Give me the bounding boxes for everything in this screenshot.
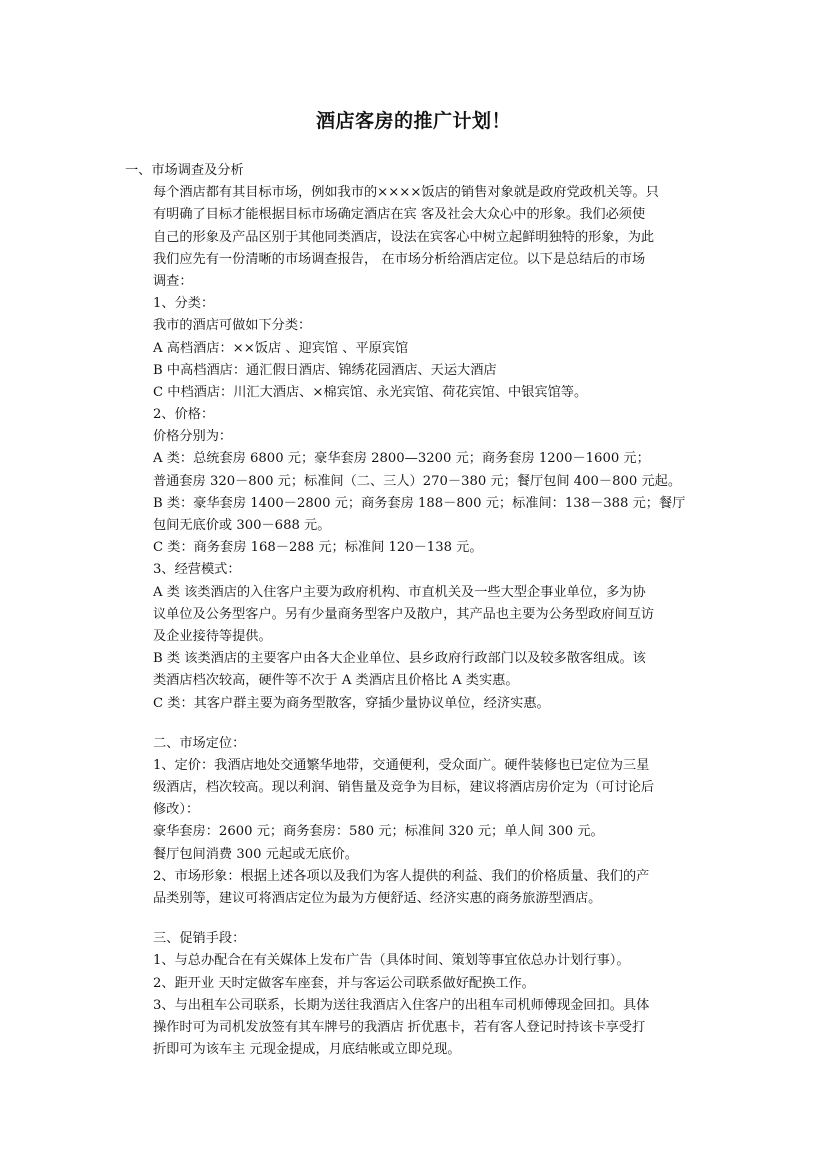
paragraph-line: 品类别等，建议可将酒店定位为最为方便舒适、经济实惠的商务旅游型酒店。 [153, 891, 602, 906]
section-heading-market-positioning: 二、市场定位： [153, 735, 246, 751]
paragraph-line: 自己的形象及产品区别于其他同类酒店，设法在宾客心中树立起鲜明独特的形象，为此 [153, 229, 655, 245]
paragraph-line: 1、与总办配合在有关媒体上发布广告（具体时间、策划等事宜依总办计划行事）。 [153, 953, 630, 969]
paragraph-line: 餐厅包间消费 300 元起或无底价。 [153, 846, 358, 862]
list-item: C 中档酒店：川汇大酒店、×棉宾馆、永光宾馆、荷花宾馆、中银宾馆等。 [153, 384, 588, 400]
paragraph-line: 我们应先有一份清晰的市场调查报告， 在市场分析给酒店定位。以下是总结后的市场 [153, 251, 646, 267]
document-title: 酒店客房的推广计划！ [315, 110, 511, 132]
paragraph-line: 及企业接待等提供。 [153, 628, 272, 644]
paragraph-line: 普通套房 320－800 元；标准间（二、三人）270－380 元；餐厅包间 400－800 元起。 [153, 473, 682, 489]
paragraph-line: 级酒店，档次较高。现以利润、销售量及竞争为目标，建议将酒店房价定为（可讨论后 [153, 780, 655, 796]
paragraph-line: 折即可为该车主 元现金提成，月底结帐或立即兑现。 [153, 1042, 461, 1058]
subheading-classification: 1、分类： [153, 296, 215, 312]
paragraph-line: 类酒店档次较高，硬件等不次于 A 类酒店且价格比 A 类实惠。 [153, 673, 519, 689]
paragraph-line: 2、距开业 天时定做客车座套，并与客运公司联系做好配换工作。 [153, 975, 535, 991]
paragraph-line: 有明确了目标才能根据目标市场确定酒店在宾 客及社会大众心中的形象。我们必须使 [153, 207, 646, 223]
document-body [125, 160, 705, 1061]
paragraph-line: A 类 该类酒店的入住客户主要为政府机构、市直机关及一些大型企事业单位，多为协 [153, 584, 646, 600]
list-item: C 类：商务套房 168－288 元；标准间 120－138 元。 [153, 540, 483, 556]
paragraph-line: 操作时可为司机发放签有其车牌号的我酒店 折优惠卡，若有客人登记时持该卡享受打 [153, 1019, 646, 1035]
list-item: B 中高档酒店：通汇假日酒店、锦绣花园酒店、天运大酒店 [153, 362, 497, 378]
list-item: A 高档酒店：××饭店 、迎宾馆 、平原宾馆 [153, 340, 409, 356]
paragraph-line: C 类：其客户群主要为商务型散客，穿插少量协议单位，经济实惠。 [153, 695, 550, 711]
paragraph-line: 价格分别为： [153, 429, 233, 445]
spacer [125, 715, 705, 733]
paragraph-line: 议单位及公务型客户。另有少量商务型客户及散户，其产品也主要为公务型政府间互访 [153, 606, 655, 622]
paragraph-line: 我市的酒店可做如下分类： [153, 318, 312, 334]
list-item: A 类：总统套房 6800 元；豪华套房 2800—3200 元；商务套房 1200－1600 元； [153, 451, 650, 467]
list-item: B 类：豪华套房 1400－2800 元；商务套房 188－800 元；标准间：138－388 元；餐厅 [153, 495, 686, 511]
paragraph-line: 1、定价：我酒店地处交通繁华地带，交通便利，受众面广。硬件装修也已定位为三星 [153, 757, 650, 773]
paragraph-line: 3、与出租车公司联系，长期为送往我酒店入住客户的出租车司机师傅现金回扣。具体 [153, 997, 650, 1013]
paragraph-line: 修改）： [153, 802, 200, 818]
subheading-price: 2、价格： [153, 407, 215, 423]
paragraph-line: 豪华套房：2600 元；商务套房：580 元；标准间 320 元；单人间 300 元。 [153, 824, 604, 840]
paragraph-line: 调查： [153, 273, 193, 289]
paragraph-line: B 类 该类酒店的主要客户由各大企业单位、县乡政府行政部门以及较多散客组成。该 [153, 651, 646, 667]
section-heading-market-research: 一、市场调查及分析 [125, 163, 244, 178]
paragraph-line: 2、市场形象：根据上述各项以及我们为客人提供的利益、我们的价格质量、我们的产 [153, 868, 650, 884]
paragraph-line: 包间无底价或 300－688 元。 [153, 518, 331, 533]
spacer [125, 910, 705, 928]
subheading-business-model: 3、经营模式： [153, 562, 241, 578]
paragraph-line: 每个酒店都有其目标市场，例如我市的××××饭店的销售对象就是政府党政机关等。只 [153, 185, 659, 201]
section-heading-promotion: 三、促销手段： [153, 931, 246, 947]
